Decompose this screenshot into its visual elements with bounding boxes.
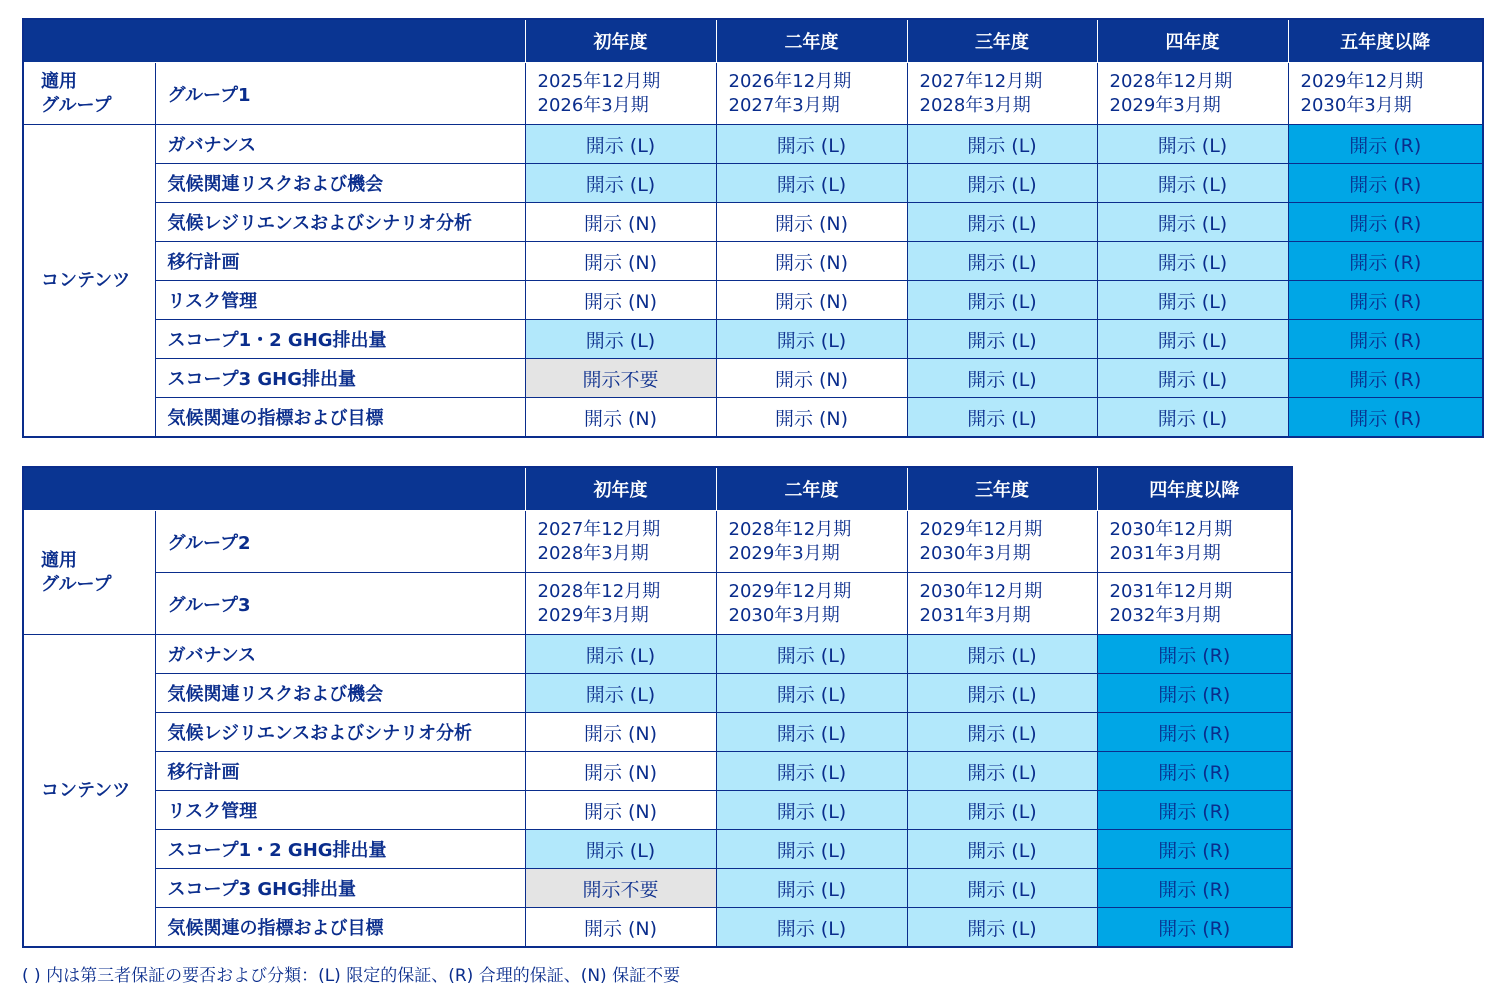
content-row [23, 869, 1292, 908]
content-item-label: 気候関連リスクおよび機会 [155, 674, 525, 713]
content-row [23, 164, 1483, 203]
disclosure-cell: 開示 (R) [1288, 398, 1483, 438]
disclosure-cell: 開示 (N) [716, 242, 907, 281]
disclosure-cell: 開示 (N) [525, 281, 716, 320]
disclosure-cell: 開示 (L) [1097, 203, 1288, 242]
disclosure-cell: 開示 (L) [907, 125, 1097, 164]
fiscal-period-cell [1097, 63, 1288, 125]
disclosure-cell: 開示 (L) [525, 125, 716, 164]
disclosure-cell: 開示 (N) [525, 908, 716, 948]
disclosure-cell: 開示 (R) [1288, 242, 1483, 281]
disclosure-cell: 開示 (L) [1097, 281, 1288, 320]
disclosure-cell: 開示 (R) [1288, 125, 1483, 164]
fiscal-period-line: 2027年3月期 [728, 94, 840, 116]
content-item-label: 気候関連の指標および目標 [155, 398, 525, 438]
disclosure-table-2 [22, 466, 1293, 948]
year-header: 三年度 [907, 467, 1097, 511]
disclosure-cell: 開示 (L) [525, 674, 716, 713]
disclosure-cell: 開示 (L) [716, 320, 907, 359]
disclosure-cell: 開示 (L) [907, 635, 1097, 674]
disclosure-cell: 開示 (L) [1097, 242, 1288, 281]
fiscal-period-cell [716, 63, 907, 125]
disclosure-cell: 開示 (N) [525, 791, 716, 830]
disclosure-cell: 開示 (L) [716, 830, 907, 869]
disclosure-cell: 開示 (L) [907, 398, 1097, 438]
fiscal-period-line: 2028年3月期 [537, 542, 649, 564]
content-row [23, 203, 1483, 242]
fiscal-period-cell [907, 573, 1097, 635]
content-row [23, 320, 1483, 359]
disclosure-cell: 開示 (R) [1097, 752, 1292, 791]
fiscal-period-line: 2030年3月期 [919, 542, 1031, 564]
group-label-line: 適用 [41, 70, 77, 92]
disclosure-cell: 開示 (R) [1097, 869, 1292, 908]
group-label-line: グループ [41, 573, 112, 595]
disclosure-cell: 開示 (R) [1288, 359, 1483, 398]
content-item-label: リスク管理 [155, 281, 525, 320]
content-row [23, 125, 1483, 164]
content-item-label: 気候レジリエンスおよびシナリオ分析 [155, 203, 525, 242]
fiscal-period-line: 2026年12月期 [728, 70, 852, 92]
disclosure-cell: 開示 (L) [907, 830, 1097, 869]
disclosure-cell: 開示 (R) [1097, 635, 1292, 674]
fiscal-period-line: 2028年12月期 [537, 580, 661, 602]
fiscal-period-line: 2025年12月期 [537, 70, 661, 92]
header-corner-cell [23, 19, 525, 63]
content-row [23, 281, 1483, 320]
disclosure-cell: 開示 (L) [716, 908, 907, 948]
disclosure-cell: 開示 (L) [525, 830, 716, 869]
footnote: ( ) 内は第三者保証の要否および分類：(L) 限定的保証、(R) 合理的保証、(N) 保証不要 [22, 966, 681, 986]
content-item-label: スコープ3 GHG排出量 [155, 359, 525, 398]
content-item-label: スコープ1・2 GHG排出量 [155, 830, 525, 869]
fiscal-period-cell [716, 573, 907, 635]
content-item-label: 気候関連リスクおよび機会 [155, 164, 525, 203]
disclosure-cell: 開示 (N) [716, 281, 907, 320]
applicable-group-label [23, 511, 155, 635]
disclosure-cell: 開示 (L) [1097, 398, 1288, 438]
content-item-label: 気候関連の指標および目標 [155, 908, 525, 948]
disclosure-cell: 開示 (L) [907, 908, 1097, 948]
disclosure-cell: 開示 (L) [907, 281, 1097, 320]
header-row [23, 467, 1292, 511]
disclosure-cell: 開示 (L) [907, 242, 1097, 281]
disclosure-cell: 開示 (L) [1097, 164, 1288, 203]
content-row [23, 359, 1483, 398]
group-row [23, 511, 1292, 573]
fiscal-period-line: 2030年12月期 [1109, 518, 1233, 540]
disclosure-cell: 開示 (L) [1097, 359, 1288, 398]
disclosure-cell: 開示 (R) [1288, 281, 1483, 320]
header-row [23, 19, 1483, 63]
disclosure-cell: 開示 (L) [1097, 320, 1288, 359]
disclosure-cell: 開示 (N) [525, 752, 716, 791]
disclosure-cell: 開示 (L) [907, 203, 1097, 242]
disclosure-cell: 開示 (L) [716, 635, 907, 674]
disclosure-cell: 開示 (L) [716, 125, 907, 164]
fiscal-period-line: 2029年3月期 [1109, 94, 1221, 116]
disclosure-table-1 [22, 18, 1484, 438]
fiscal-period-line: 2031年12月期 [1109, 580, 1233, 602]
fiscal-period-line: 2027年12月期 [537, 518, 661, 540]
disclosure-cell: 開示 (L) [716, 674, 907, 713]
fiscal-period-line: 2029年3月期 [537, 604, 649, 626]
disclosure-cell: 開示 (R) [1097, 713, 1292, 752]
disclosure-cell: 開示 (N) [716, 359, 907, 398]
year-header: 二年度 [716, 467, 907, 511]
group-name: グループ1 [155, 63, 525, 125]
content-item-label: 移行計画 [155, 752, 525, 791]
group-label-line: 適用 [41, 549, 77, 571]
disclosure-cell: 開示 (R) [1097, 830, 1292, 869]
year-header: 五年度以降 [1288, 19, 1483, 63]
disclosure-cell: 開示 (R) [1288, 320, 1483, 359]
header-corner-cell [23, 467, 525, 511]
group-label-line: グループ [41, 94, 112, 116]
disclosure-cell: 開示 (L) [716, 713, 907, 752]
disclosure-cell: 開示 (L) [716, 791, 907, 830]
fiscal-period-cell [525, 511, 716, 573]
disclosure-cell: 開示 (L) [907, 752, 1097, 791]
contents-label: コンテンツ [23, 125, 155, 438]
fiscal-period-line: 2030年3月期 [1300, 94, 1412, 116]
content-item-label: 気候レジリエンスおよびシナリオ分析 [155, 713, 525, 752]
group-name: グループ3 [155, 573, 525, 635]
disclosure-cell: 開示 (L) [716, 869, 907, 908]
fiscal-period-line: 2029年12月期 [919, 518, 1043, 540]
year-header: 四年度以降 [1097, 467, 1292, 511]
disclosure-cell: 開示 (N) [525, 713, 716, 752]
fiscal-period-cell [525, 63, 716, 125]
disclosure-cell: 開示 (L) [907, 164, 1097, 203]
disclosure-cell: 開示 (R) [1288, 164, 1483, 203]
fiscal-period-cell [716, 511, 907, 573]
year-header: 初年度 [525, 19, 716, 63]
content-row [23, 635, 1292, 674]
disclosure-cell: 開示 (L) [907, 869, 1097, 908]
disclosure-cell: 開示 (N) [716, 203, 907, 242]
fiscal-period-line: 2028年12月期 [728, 518, 852, 540]
fiscal-period-cell [1097, 573, 1292, 635]
disclosure-cell: 開示 (R) [1097, 908, 1292, 948]
disclosure-cell: 開示 (L) [1097, 125, 1288, 164]
fiscal-period-line: 2029年3月期 [728, 542, 840, 564]
fiscal-period-cell [1288, 63, 1483, 125]
disclosure-cell: 開示不要 [525, 359, 716, 398]
content-row [23, 830, 1292, 869]
year-header: 四年度 [1097, 19, 1288, 63]
content-row [23, 908, 1292, 948]
fiscal-period-cell [1097, 511, 1292, 573]
content-item-label: 移行計画 [155, 242, 525, 281]
fiscal-period-line: 2027年12月期 [919, 70, 1043, 92]
group-row [23, 573, 1292, 635]
disclosure-cell: 開示 (L) [907, 791, 1097, 830]
disclosure-cell: 開示 (R) [1288, 203, 1483, 242]
fiscal-period-line: 2030年12月期 [919, 580, 1043, 602]
disclosure-cell: 開示 (N) [525, 203, 716, 242]
disclosure-cell: 開示 (L) [907, 320, 1097, 359]
fiscal-period-line: 2030年3月期 [728, 604, 840, 626]
content-item-label: スコープ1・2 GHG排出量 [155, 320, 525, 359]
group-row [23, 63, 1483, 125]
disclosure-cell: 開示 (L) [525, 635, 716, 674]
fiscal-period-cell [907, 63, 1097, 125]
disclosure-cell: 開示 (N) [525, 242, 716, 281]
group-name: グループ2 [155, 511, 525, 573]
content-row [23, 674, 1292, 713]
fiscal-period-line: 2029年12月期 [728, 580, 852, 602]
fiscal-period-line: 2029年12月期 [1300, 70, 1424, 92]
year-header: 二年度 [716, 19, 907, 63]
fiscal-period-line: 2032年3月期 [1109, 604, 1221, 626]
year-header: 初年度 [525, 467, 716, 511]
content-item-label: ガバナンス [155, 125, 525, 164]
disclosure-cell: 開示 (N) [525, 398, 716, 438]
disclosure-cell: 開示 (L) [525, 164, 716, 203]
fiscal-period-cell [525, 573, 716, 635]
content-row [23, 791, 1292, 830]
year-header: 三年度 [907, 19, 1097, 63]
disclosure-cell: 開示 (L) [907, 359, 1097, 398]
content-row [23, 713, 1292, 752]
fiscal-period-line: 2031年3月期 [919, 604, 1031, 626]
content-row [23, 752, 1292, 791]
disclosure-cell: 開示 (N) [716, 398, 907, 438]
disclosure-cell: 開示不要 [525, 869, 716, 908]
fiscal-period-line: 2028年12月期 [1109, 70, 1233, 92]
content-item-label: スコープ3 GHG排出量 [155, 869, 525, 908]
contents-label: コンテンツ [23, 635, 155, 948]
disclosure-cell: 開示 (R) [1097, 791, 1292, 830]
fiscal-period-line: 2031年3月期 [1109, 542, 1221, 564]
disclosure-cell: 開示 (L) [525, 320, 716, 359]
applicable-group-label [23, 63, 155, 125]
content-row [23, 398, 1483, 438]
disclosure-cell: 開示 (R) [1097, 674, 1292, 713]
disclosure-cell: 開示 (L) [716, 752, 907, 791]
disclosure-cell: 開示 (L) [907, 713, 1097, 752]
content-item-label: リスク管理 [155, 791, 525, 830]
disclosure-cell: 開示 (L) [907, 674, 1097, 713]
content-item-label: ガバナンス [155, 635, 525, 674]
content-row [23, 242, 1483, 281]
fiscal-period-line: 2028年3月期 [919, 94, 1031, 116]
fiscal-period-cell [907, 511, 1097, 573]
fiscal-period-line: 2026年3月期 [537, 94, 649, 116]
disclosure-cell: 開示 (L) [716, 164, 907, 203]
